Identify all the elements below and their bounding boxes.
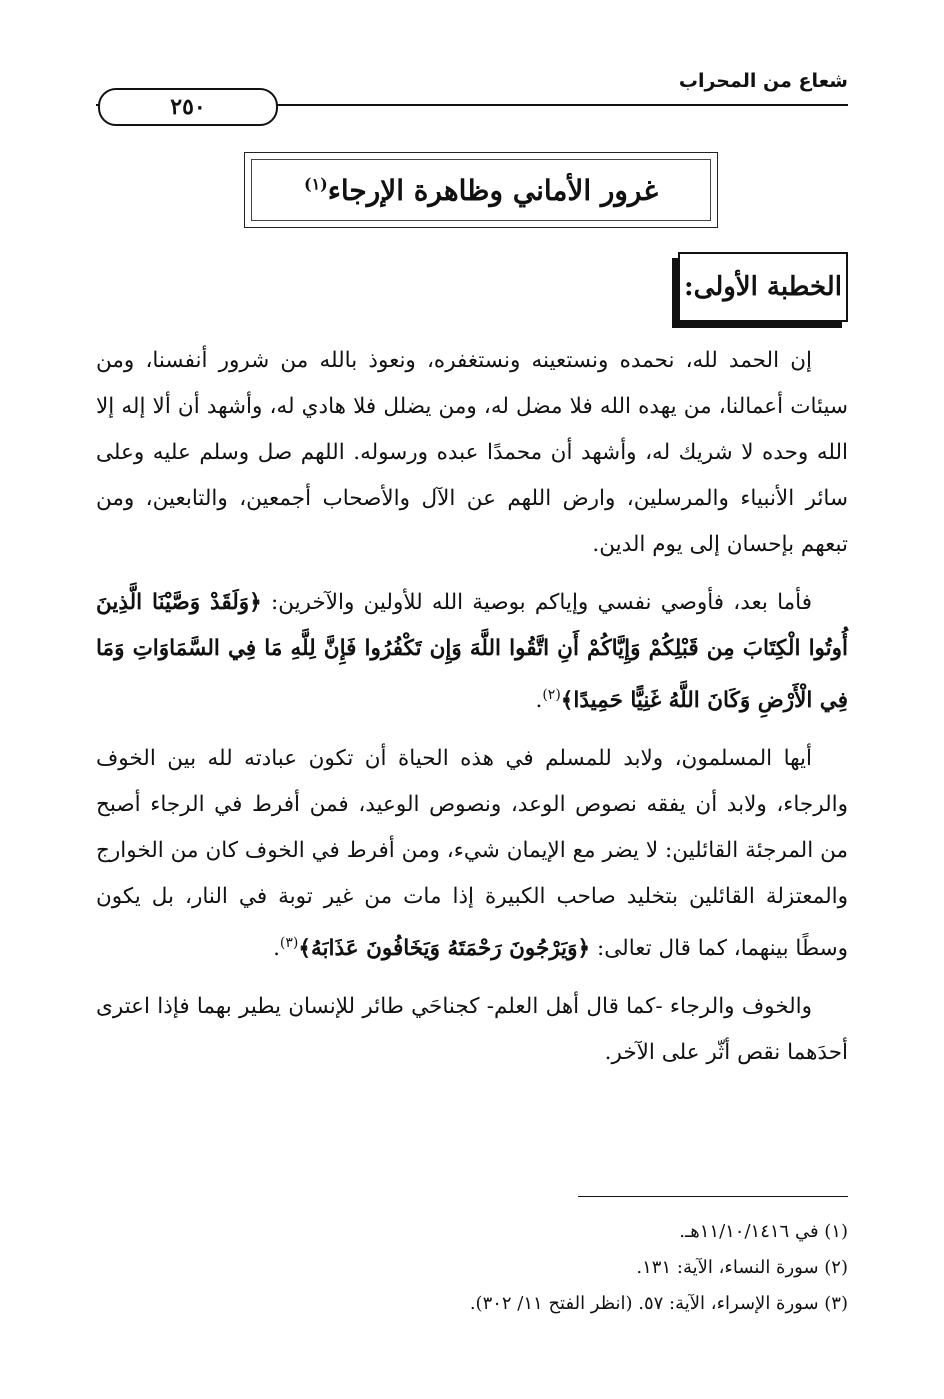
footnote-ref-2: (٢) (542, 687, 561, 703)
paragraph-fear-hope (96, 736, 848, 972)
sermon-body (96, 338, 848, 1088)
running-title: شعاع من المحراب (678, 70, 848, 92)
footnote-ref-3: (٣) (279, 935, 299, 952)
page-number: ٢٥٠ (98, 88, 278, 126)
footnote-3: (٣) سورة الإسراء، الآية: ٥٧. (انظر الفتح ١١/ ٣٠٢). (469, 1293, 848, 1314)
paragraph-fear-hope-text: أيها المسلمون، ولابد للمسلم في هذه الحياة أن تكون عبادته لله بين الخوف والرجاء، ولابد أن يفقه نصوص الوعد، ونصوص الوعيد، فمن أفرط في الرجاء أصبح من المرجئة القائلين: لا يضر مع الإيمان شيء، ومن أفرط في الخوف كان من الخوارج والمعتزلة القائلين بتخليد صاحب الكبيرة إذا مات من غير توبة في النار، بل يكون وسطًا بينهما، كما قال تعالى: (96, 746, 848, 962)
chapter-title (304, 174, 658, 207)
chapter-title-frame (244, 152, 718, 228)
section-heading: الخطبة الأولى: (684, 272, 842, 302)
footnote-1: (١) في ١١/١٠/١٤١٦هـ. (679, 1221, 848, 1242)
section-heading-frame (678, 252, 848, 322)
footnote-rule (578, 1196, 848, 1197)
quran-verse-nisa: ﴿وَلَقَدْ وَصَّيْنَا الَّذِينَ أُوتُوا الْكِتَابَ مِن قَبْلِكُمْ وَإِيَّاكُمْ أَنِ اتَّقُوا اللَّهَ وَإِن تَكْفُرُوا فَإِنَّ لِلَّهِ مَا فِي السَّمَاوَاتِ وَمَا فِي الْأَرْضِ وَكَانَ اللَّهُ غَنِيًّا حَمِيدًا﴾ (96, 590, 848, 714)
paragraph-advice (96, 580, 848, 724)
paragraph-advice-intro: فأما بعد، فأوصي نفسي وإياكم بوصية الله للأولين والآخرين: (261, 590, 812, 615)
footnote-2: (٢) سورة النساء، الآية: ١٣١. (636, 1257, 848, 1278)
paragraph-two-wings: والخوف والرجاء -كما قال أهل العلم- كجناحَي طائر للإنسان يطير بهما فإذا اعترى أحدَهما نقص أثّر على الآخر. (96, 994, 848, 1066)
paragraph-opening: إن الحمد لله، نحمده ونستعينه ونستغفره، ونعوذ بالله من شرور أنفسنا، ومن سيئات أعمالنا، من يهده الله فلا مضل له، ومن يضلل فلا هادي له، وأشهد أن ألا إله إلا الله وحده لا شريك له، وأشهد أن محمدًا عبده ورسوله. اللهم صل وسلم عليه وعلى سائر الأنبياء والمرسلين، وارض اللهم عن الآل والأصحاب أجمعين، والتابعين، ومن تبعهم بإحسان إلى يوم الدين. (96, 348, 848, 557)
chapter-title-footnote-ref: (١) (303, 174, 328, 194)
quran-verse-isra: ﴿وَيَرْجُونَ رَحْمَتَهُ وَيَخَافُونَ عَذَابَهُ﴾ (298, 936, 591, 962)
chapter-title-text: غرور الأماني وظاهرة الإرجاء (327, 173, 659, 207)
paragraph-advice-end: . (535, 688, 543, 714)
footnotes (96, 1214, 848, 1322)
paragraph-fear-hope-end: . (273, 936, 280, 962)
